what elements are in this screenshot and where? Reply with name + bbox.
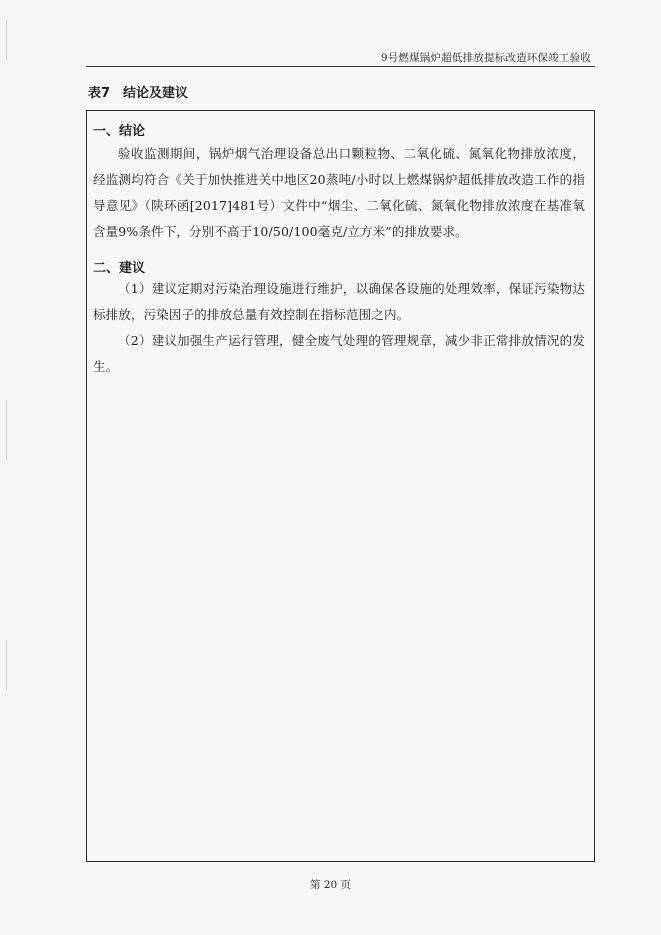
page-number: 第 20 页 <box>309 879 352 891</box>
conclusion-table-box <box>86 110 595 862</box>
suggestions-heading: 二、建议 <box>93 261 146 276</box>
document-header-title: 9号燃煤锅炉超低排放提标改造环保竣工验收 <box>380 52 591 64</box>
conclusion-paragraph: 验收监测期间，锅炉烟气治理设备总出口颗粒物、二氧化硫、氮氧化物排放浓度，经监测均符合《关于加快推进关中地区20蒸吨/小时以上燃煤锅炉超低排放改造工作的指导意见》（陕环函[2017]481号）文件中“烟尘、二氧化硫、氮氧化物排放浓度在基准氧含量9%条件下，分别不高于10/50/100毫克/立方米”的排放要求。 <box>93 146 585 239</box>
scan-edge-mark <box>6 20 7 60</box>
scan-edge-mark <box>6 640 7 690</box>
header-divider <box>86 66 595 67</box>
scan-edge-mark <box>6 400 7 460</box>
table-title: 表7 结论及建议 <box>88 86 189 101</box>
conclusion-heading: 一、结论 <box>93 124 146 139</box>
suggestion-item-1: （1）建议定期对污染治理设施进行维护，以确保各设施的处理效率，保证污染物达标排放，污染因子的排放总量有效控制在指标范围之内。 <box>93 281 585 322</box>
suggestion-item-2: （2）建议加强生产运行管理，健全废气处理的管理规章，减少非正常排放情况的发生。 <box>93 333 585 374</box>
